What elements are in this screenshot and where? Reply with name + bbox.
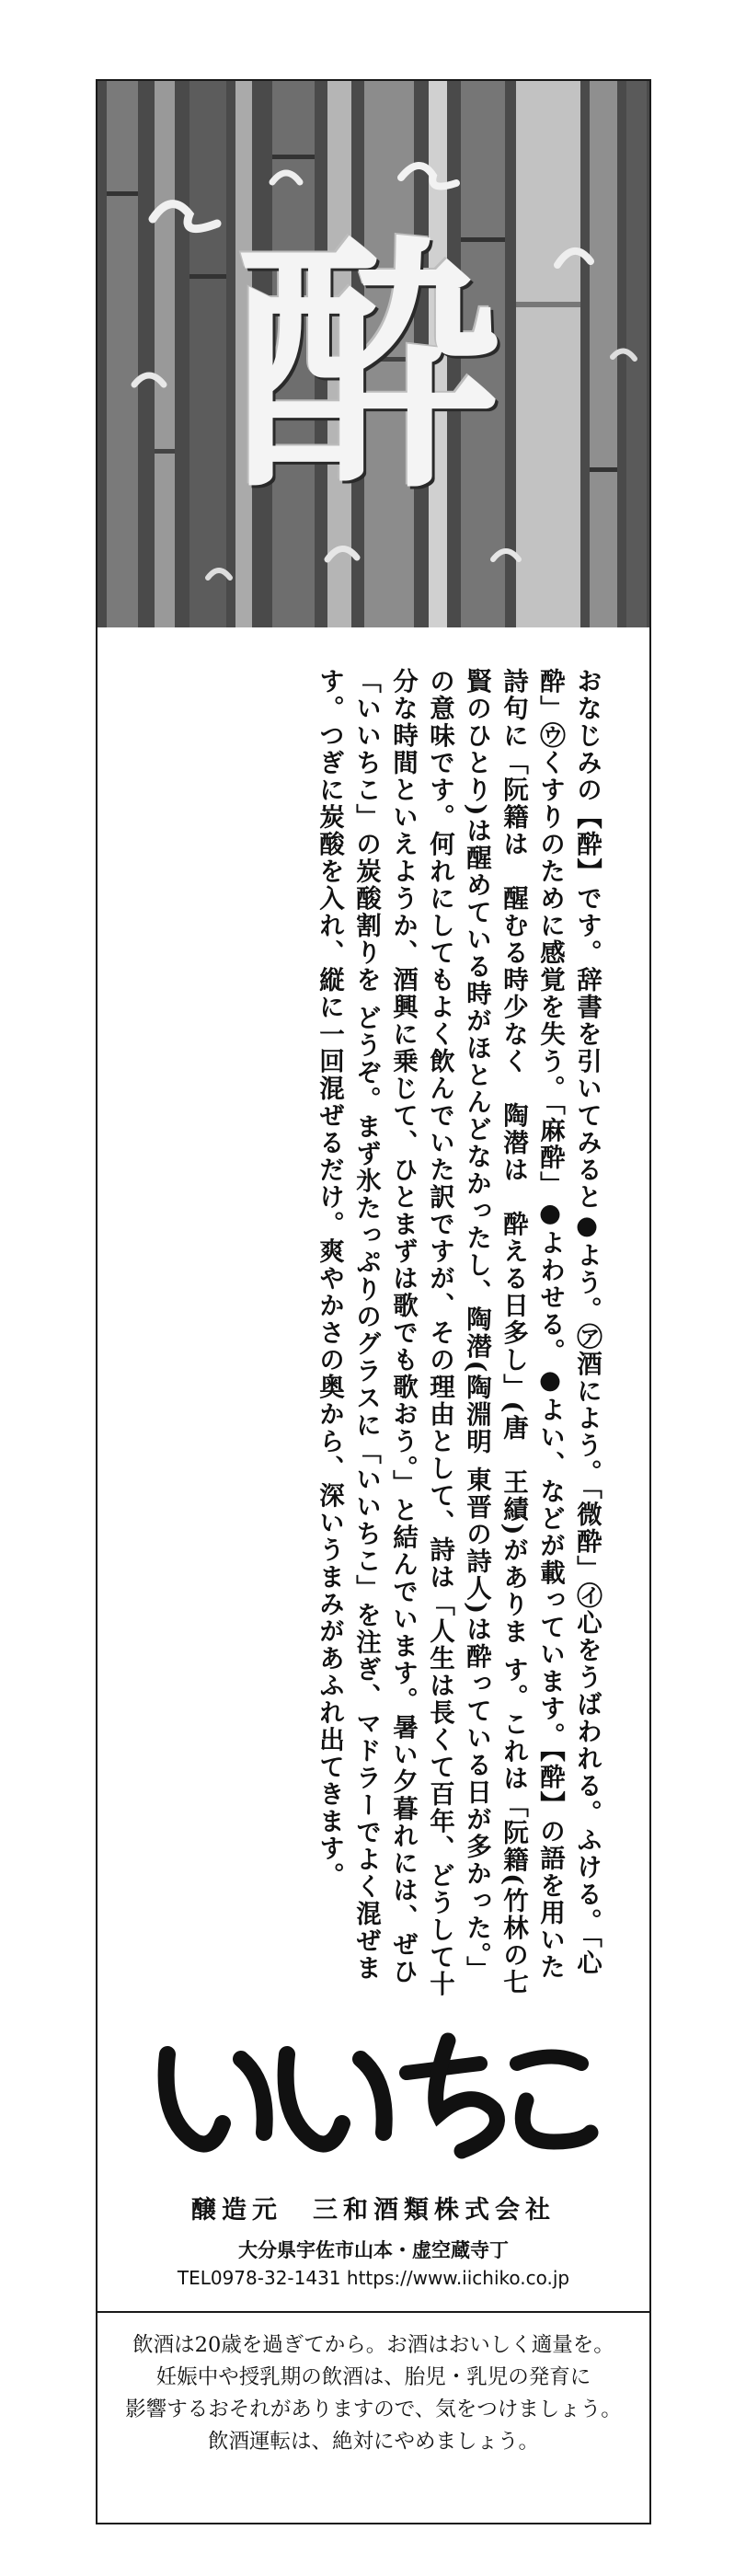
brewer-name: 醸造元 三和酒類株式会社 bbox=[191, 2196, 556, 2225]
warning-line: 飲酒は20歳を過ぎてから。お酒はおいしく適量を。 bbox=[132, 2333, 614, 2357]
body-paragraph: おなじみの【酔】です。辞書を引いてみると●よう。㋐酒によう。「微酔」㋑心をうばわれる。ふける。「心酔」㋒くすりのために感覚を失う。「麻酔」●よわせる。●よい、などが載っています。【酔】の語を用いた詩句に「阮籍は 醒むる時少なく 陶潜は 酔える日多し」(唐 王績)がありま す。これは「阮籍(竹林の七賢のひとり)は醒めている時がほとんどなかったし、陶潜(陶淵明 東晋の詩人)は酔っている日が多かった。」の意味です。何れにしてもよく飲んでいた訳ですが、その理由として、詩は「人生は長くて百年、どうして十分な時間といえようか、酒興に乗じて、ひとまずは歌でも歌おう。」と結んでいます。暑い夕暮れには、ぜひ「いいちこ」の炭酸割りを どうぞ。まず氷たっぷりのグラスに「いいちこ」を注ぎ、マドラーでよく混ぜます。つぎに炭酸を入れ、縦に一回混ぜるだけ。爽やかさの奥から、深いうまみがあふれ出てきます。 bbox=[315, 668, 602, 1998]
company-address: 大分県宇佐市山本・虚空蔵寺丁 bbox=[238, 2239, 509, 2261]
warning-line: 影響するおそれがありますので、気をつけましょう。 bbox=[125, 2398, 622, 2421]
company-contact[interactable]: TEL0978-32-1431 https://www.iichiko.co.jp bbox=[177, 2267, 570, 2289]
warning-line: 飲酒運転は、絶対にやめましょう。 bbox=[207, 2430, 539, 2454]
iichiko-logo bbox=[149, 2022, 600, 2160]
drinking-warning bbox=[98, 2311, 649, 2458]
hero-kanji: 酔 bbox=[235, 215, 502, 525]
body-copy bbox=[149, 668, 605, 2002]
hero-image bbox=[98, 81, 649, 627]
warning-line: 妊娠中や授乳期の飲酒は、胎児・乳児の発育に bbox=[155, 2365, 591, 2389]
advertisement-frame bbox=[96, 79, 651, 2524]
